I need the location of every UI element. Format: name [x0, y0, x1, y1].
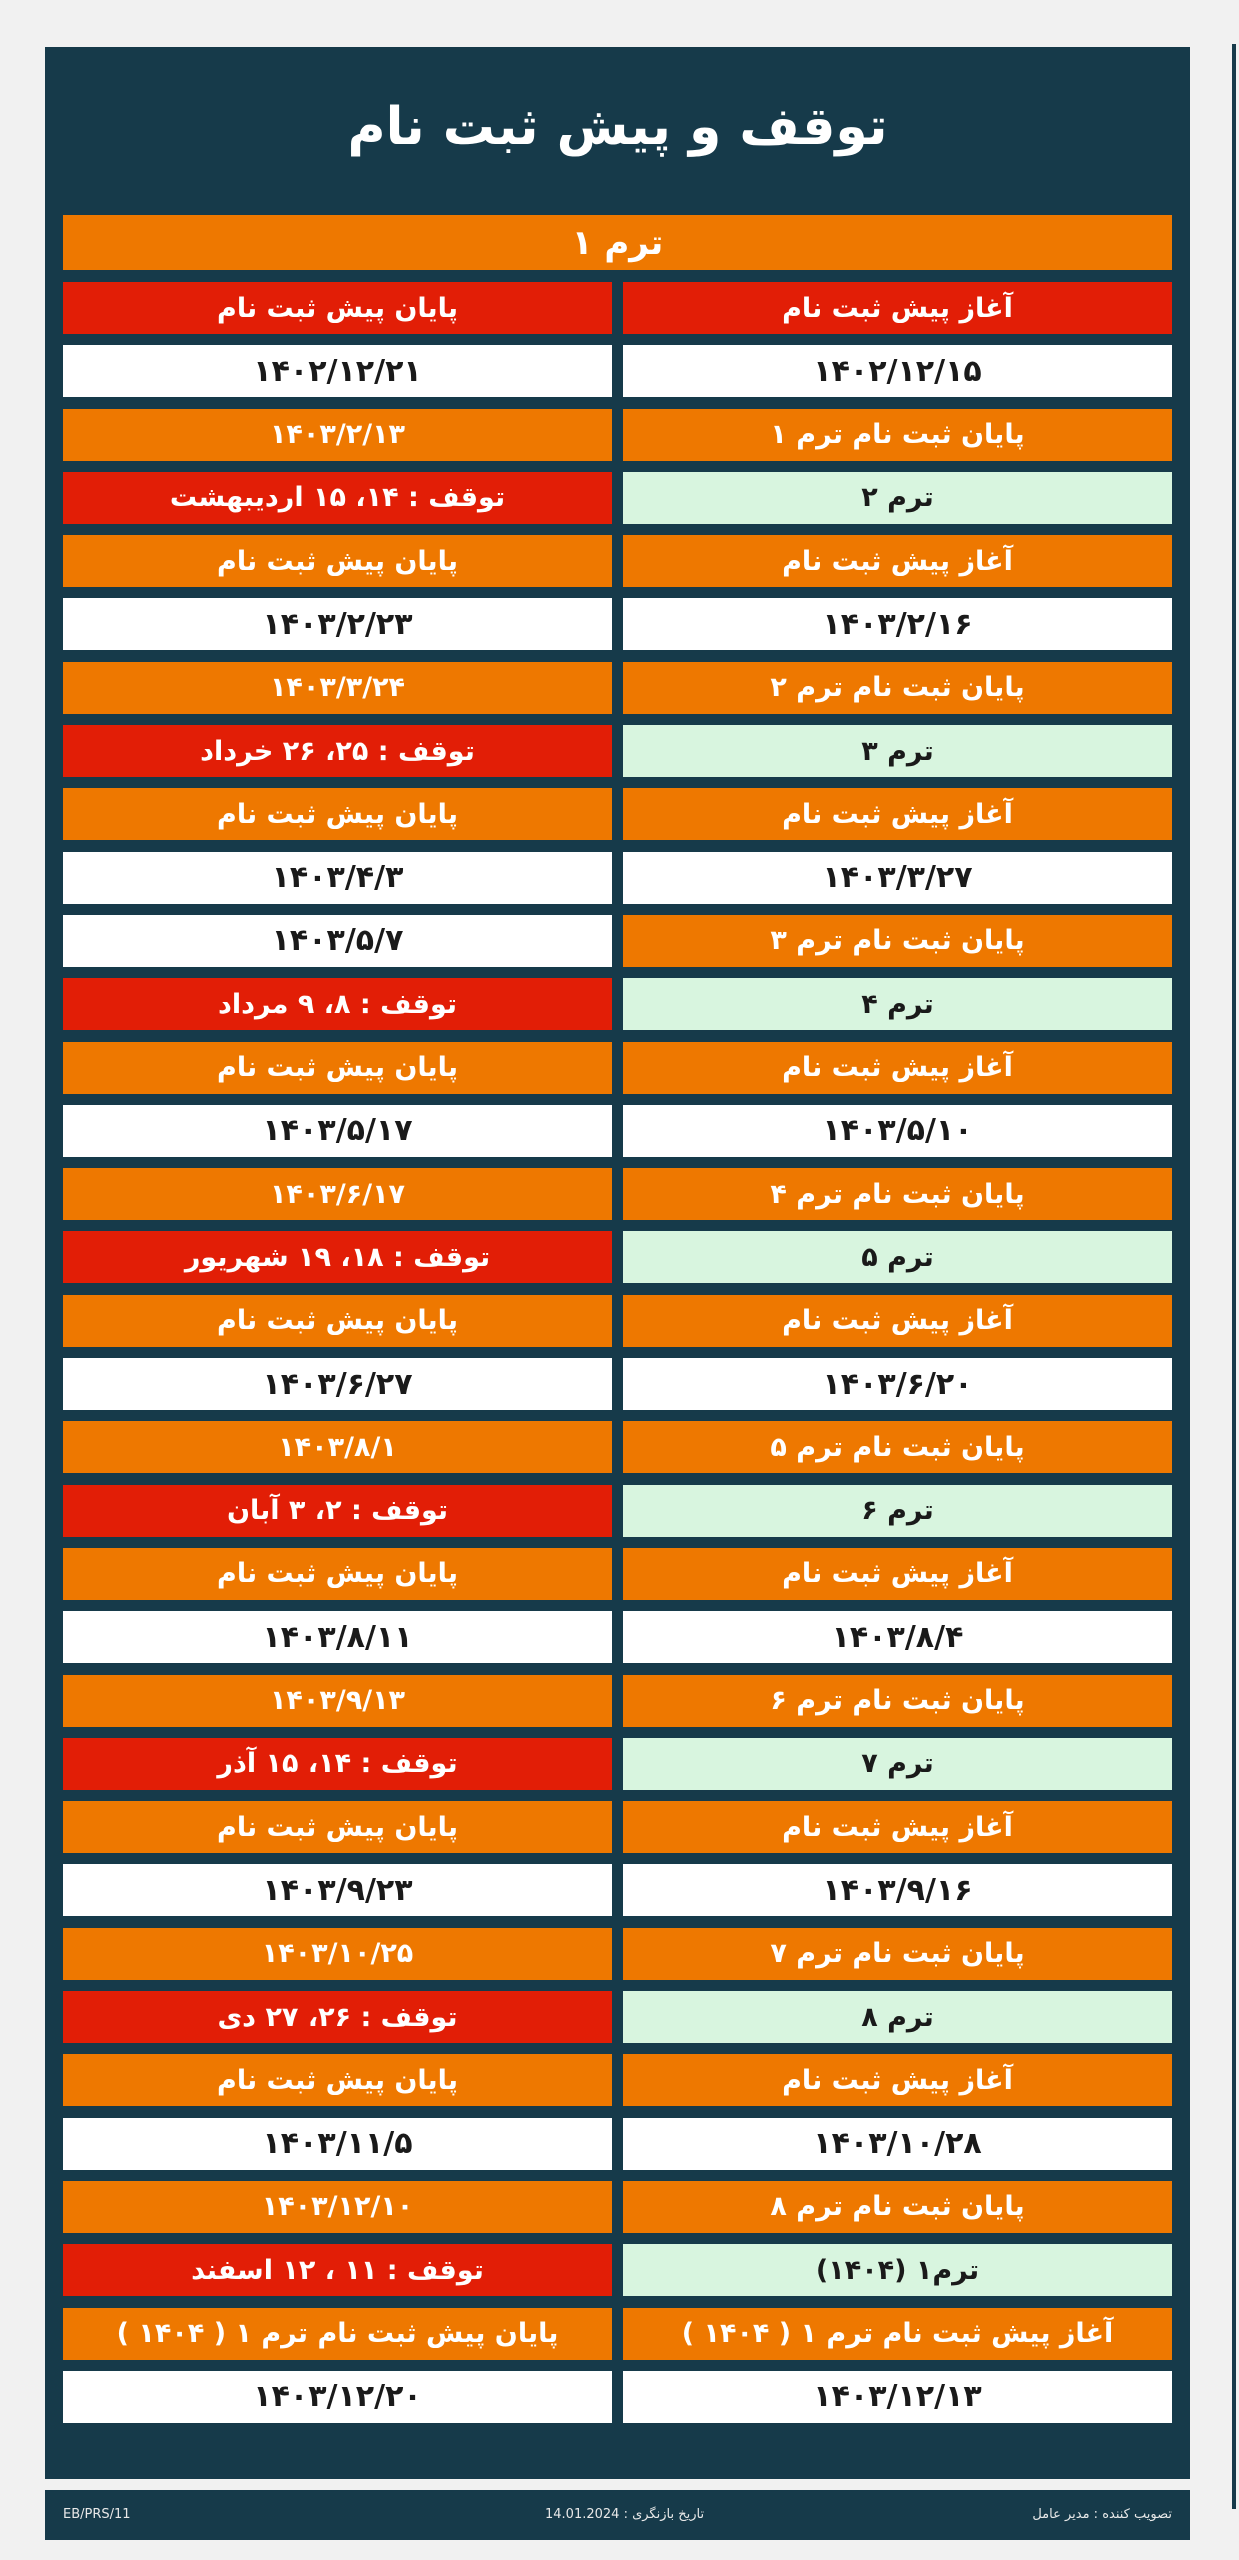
schedule-cell-left: ۱۴۰۳/۲/۲۳ — [63, 598, 612, 650]
schedule-cell-left: ۱۴۰۳/۱۲/۱۰ — [63, 2181, 612, 2233]
schedule-cell-right: ۱۴۰۳/۵/۱۰ — [623, 1105, 1172, 1157]
schedule-cell-right: ۱۴۰۳/۹/۱۶ — [623, 1864, 1172, 1916]
schedule-cell-left: ۱۴۰۳/۲/۱۳ — [63, 409, 612, 461]
document-footer — [45, 2490, 1190, 2540]
revision-date-text: تاریخ بازنگری : 14.01.2024 — [545, 2507, 705, 2522]
schedule-cell-right: ترم ۸ — [623, 1991, 1172, 2043]
schedule-cell-left: توقف : ۲۶، ۲۷ دی — [63, 1991, 612, 2043]
schedule-cell-left: توقف : ۱۴، ۱۵ اردیبهشت — [63, 472, 612, 524]
schedule-cell-left: ۱۴۰۳/۱۱/۵ — [63, 2118, 612, 2170]
schedule-cell-right: آغاز پیش ثبت نام — [623, 1042, 1172, 1094]
schedule-cell-right: پایان ثبت نام ترم ۵ — [623, 1421, 1172, 1473]
schedule-grid — [63, 282, 1172, 2423]
schedule-cell-left: ۱۴۰۳/۵/۱۷ — [63, 1105, 612, 1157]
schedule-cell-left: ۱۴۰۳/۶/۱۷ — [63, 1168, 612, 1220]
schedule-cell-right: پایان ثبت نام ترم ۱ — [623, 409, 1172, 461]
approver-text: تصویب کننده : مدیر عامل — [1032, 2507, 1172, 2522]
schedule-cell-right: ترم ۲ — [623, 472, 1172, 524]
schedule-cell-left: توقف : ۲۵، ۲۶ خرداد — [63, 725, 612, 777]
term-1-header: ترم ۱ — [63, 215, 1172, 270]
schedule-cell-left: ۱۴۰۳/۶/۲۷ — [63, 1358, 612, 1410]
schedule-cell-right: پایان ثبت نام ترم ۲ — [623, 662, 1172, 714]
schedule-cell-left: توقف : ۸، ۹ مرداد — [63, 978, 612, 1030]
schedule-cell-right: پایان ثبت نام ترم ۷ — [623, 1928, 1172, 1980]
schedule-cell-right: ترم۱ (۱۴۰۴) — [623, 2244, 1172, 2296]
schedule-cell-left: ۱۴۰۳/۸/۱ — [63, 1421, 612, 1473]
page-title: توقف و پیش ثبت نام — [347, 97, 888, 157]
schedule-cell-right: آغاز پیش ثبت نام ترم ۱ ( ۱۴۰۴ ) — [623, 2308, 1172, 2360]
schedule-cell-left: پایان پیش ثبت نام — [63, 535, 612, 587]
schedule-cell-left: توقف : ۱۸، ۱۹ شهریور — [63, 1231, 612, 1283]
schedule-cell-left: پایان پیش ثبت نام — [63, 1042, 612, 1094]
schedule-cell-right: ۱۴۰۳/۶/۲۰ — [623, 1358, 1172, 1410]
schedule-cell-left: ۱۴۰۲/۱۲/۲۱ — [63, 345, 612, 397]
schedule-cell-right: آغاز پیش ثبت نام — [623, 788, 1172, 840]
schedule-cell-right: پایان ثبت نام ترم ۶ — [623, 1675, 1172, 1727]
schedule-cell-left: پایان پیش ثبت نام — [63, 788, 612, 840]
schedule-cell-right: پایان ثبت نام ترم ۳ — [623, 915, 1172, 967]
schedule-cell-left: توقف : ۱۱ ، ۱۲ اسفند — [63, 2244, 612, 2296]
schedule-cell-right: ۱۴۰۳/۱۲/۱۳ — [623, 2371, 1172, 2423]
schedule-cell-right: پایان ثبت نام ترم ۸ — [623, 2181, 1172, 2233]
schedule-cell-left: توقف : ۲، ۳ آبان — [63, 1485, 612, 1537]
schedule-cell-left: ۱۴۰۳/۹/۲۳ — [63, 1864, 612, 1916]
schedule-cell-left: ۱۴۰۳/۵/۷ — [63, 915, 612, 967]
schedule-cell-left: پایان پیش ثبت نام — [63, 1801, 612, 1853]
schedule-cell-left: پایان پیش ثبت نام — [63, 1548, 612, 1600]
schedule-cell-right: آغاز پیش ثبت نام — [623, 535, 1172, 587]
schedule-cell-left: ۱۴۰۳/۹/۱۳ — [63, 1675, 612, 1727]
schedule-cell-right: ترم ۵ — [623, 1231, 1172, 1283]
schedule-cell-left: ۱۴۰۳/۳/۲۴ — [63, 662, 612, 714]
schedule-cell-right: آغاز پیش ثبت نام — [623, 1548, 1172, 1600]
schedule-panel — [45, 47, 1190, 2479]
right-edge-line — [1232, 44, 1236, 2509]
schedule-cell-left: پایان پیش ثبت نام — [63, 282, 612, 334]
schedule-cell-right: آغاز پیش ثبت نام — [623, 1295, 1172, 1347]
schedule-cell-right: ۱۴۰۳/۲/۱۶ — [623, 598, 1172, 650]
schedule-cell-right: ۱۴۰۳/۸/۴ — [623, 1611, 1172, 1663]
schedule-cell-right: ۱۴۰۳/۳/۲۷ — [623, 852, 1172, 904]
schedule-cell-left: پایان پیش ثبت نام ترم ۱ ( ۱۴۰۴ ) — [63, 2308, 612, 2360]
schedule-cell-left: پایان پیش ثبت نام — [63, 2054, 612, 2106]
schedule-cell-right: ترم ۳ — [623, 725, 1172, 777]
schedule-cell-right: ترم ۶ — [623, 1485, 1172, 1537]
schedule-cell-right: ۱۴۰۲/۱۲/۱۵ — [623, 345, 1172, 397]
schedule-cell-left: ۱۴۰۳/۴/۳ — [63, 852, 612, 904]
schedule-cell-left: ۱۴۰۳/۸/۱۱ — [63, 1611, 612, 1663]
schedule-cell-left: پایان پیش ثبت نام — [63, 1295, 612, 1347]
schedule-cell-left: ۱۴۰۳/۱۲/۲۰ — [63, 2371, 612, 2423]
schedule-cell-right: ۱۴۰۳/۱۰/۲۸ — [623, 2118, 1172, 2170]
schedule-cell-right: پایان ثبت نام ترم ۴ — [623, 1168, 1172, 1220]
schedule-cell-right: آغاز پیش ثبت نام — [623, 1801, 1172, 1853]
schedule-cell-right: ترم ۷ — [623, 1738, 1172, 1790]
doc-code-text: EB/PRS/11 — [63, 2507, 131, 2522]
schedule-cell-left: ۱۴۰۳/۱۰/۲۵ — [63, 1928, 612, 1980]
schedule-cell-right: آغاز پیش ثبت نام — [623, 2054, 1172, 2106]
schedule-cell-left: توقف : ۱۴، ۱۵ آذر — [63, 1738, 612, 1790]
schedule-cell-right: آغاز پیش ثبت نام — [623, 282, 1172, 334]
schedule-cell-right: ترم ۴ — [623, 978, 1172, 1030]
